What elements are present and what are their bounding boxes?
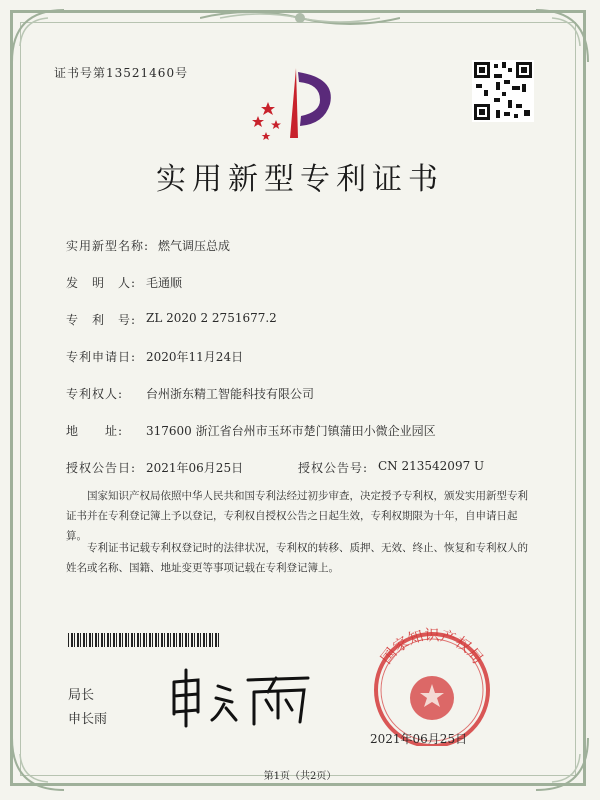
grant-number-label: 授权公告号: [298, 461, 369, 475]
barcode [68, 633, 220, 647]
grant-statement-paragraph: 国家知识产权局依照中华人民共和国专利法经过初步审查，决定授予专利权，颁发实用新型专利证书并在专利登记簿上予以登记，专利权自授权公告之日起生效，专利权期限为十年，自申请日起算。 [66, 490, 528, 542]
filing-date-value: 2020年11月24日 [146, 350, 244, 364]
official-seal [362, 626, 502, 746]
patentee-value: 台州浙东精工智能科技有限公司 [146, 387, 315, 401]
address-label: 地 址: [66, 424, 124, 438]
grant-date-label: 授权公告日: [66, 461, 137, 475]
utility-name-value: 燃气调压总成 [158, 239, 231, 253]
legal-status-paragraph: 专利证书记载专利权登记时的法律状况，专利权的转移、质押、无效、终止、恢复和专利权人的姓名或名称、国籍、地址变更等事项记载在专利登记簿上。 [66, 542, 528, 574]
corner-ornament-top-left [8, 6, 78, 66]
corner-ornament-bottom-left [8, 734, 78, 794]
grant-number-value: CN 213542097 U [378, 459, 485, 473]
utility-name-label: 实用新型名称: [66, 239, 150, 253]
handwritten-signature [168, 668, 318, 728]
address-value: 317600 浙江省台州市玉环市楚门镇蒲田小微企业园区 [146, 424, 436, 438]
director-title: 局长 [68, 688, 95, 703]
patent-number-value: ZL 2020 2 2751677.2 [146, 311, 277, 325]
svg-text:国家知识产权局 [377, 626, 487, 667]
page-number: 第1页（共2页） [263, 771, 337, 782]
certificate-title: 实用新型专利证书 [156, 162, 444, 197]
certificate-serial: 证书号第13521460号 [54, 66, 189, 80]
qr-code-icon [472, 60, 534, 122]
patent-number-label: 专 利 号: [66, 313, 137, 327]
inventor-value: 毛通顺 [146, 276, 183, 290]
cnipa-logo [246, 64, 346, 144]
corner-ornament-top-right [522, 6, 592, 66]
filing-date-label: 专利申请日: [66, 350, 137, 364]
seal-date: 2021年06月25日 [370, 732, 468, 746]
patentee-label: 专利权人: [66, 387, 124, 401]
inventor-label: 发 明 人: [66, 276, 137, 290]
seal-text: 国家知识产权局 [377, 626, 487, 668]
top-ornament [200, 4, 400, 30]
corner-ornament-bottom-right [522, 734, 592, 794]
director-name: 申长雨 [68, 712, 108, 727]
grant-date-value: 2021年06月25日 [146, 461, 244, 475]
